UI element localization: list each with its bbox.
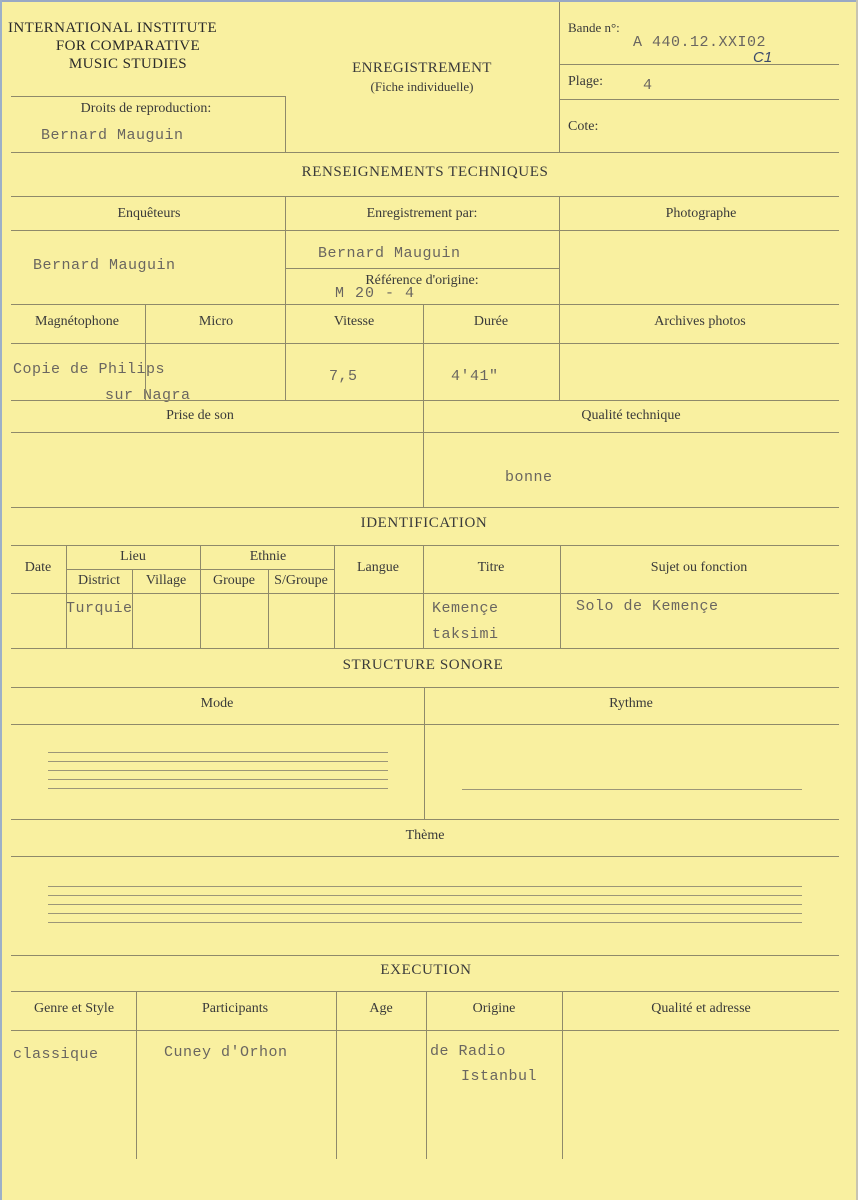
participants-label: Participants	[201, 1001, 269, 1016]
rythme-label: Rythme	[609, 696, 653, 711]
tech-line-3	[11, 304, 839, 305]
qualite-technique-label: Qualité technique	[581, 408, 681, 423]
bande-value: A 440.12.XXI02	[633, 34, 767, 51]
structure-line-bottom	[11, 955, 839, 956]
structure-line-2	[11, 724, 839, 725]
structure-col-divider	[424, 687, 425, 819]
mode-staff-line-1	[48, 752, 388, 753]
genre-style-value: classique	[13, 1046, 99, 1063]
reference-origine-value: M 20 - 4	[335, 285, 416, 302]
tech-section-title: RENSEIGNEMENTS TECHNIQUES	[301, 164, 549, 180]
magnetophone-value-line1: Copie de Philips	[13, 361, 166, 378]
header-line-bande	[559, 64, 839, 65]
tech-col-divider-vitesse	[285, 304, 286, 400]
plage-label: Plage:	[568, 74, 603, 89]
magnetophone-value-line2: sur Nagra	[105, 387, 191, 404]
vitesse-label: Vitesse	[333, 314, 375, 329]
lieu-label: Lieu	[120, 549, 146, 564]
header-line-plage	[559, 99, 839, 100]
ident-col-1	[66, 545, 67, 648]
identification-section-title: IDENTIFICATION	[360, 515, 488, 531]
archives-photos-label: Archives photos	[654, 314, 746, 329]
execution-col-2	[336, 991, 337, 1159]
institute-name-line1: INTERNATIONAL INSTITUTE	[8, 20, 218, 36]
cote-label: Cote:	[568, 119, 599, 134]
enqueteurs-label: Enquêteurs	[117, 206, 181, 221]
langue-label: Langue	[357, 560, 399, 575]
tech-line-5	[11, 400, 839, 401]
execution-col-1	[136, 991, 137, 1159]
theme-staff-line-5	[48, 922, 802, 923]
enregistrement-par-label: Enregistrement par:	[366, 206, 478, 221]
ident-col-7	[560, 545, 561, 648]
ident-line-top	[11, 545, 839, 546]
theme-label: Thème	[405, 828, 445, 843]
tech-line-top	[11, 196, 839, 197]
bande-label: Bande n°:	[568, 20, 620, 35]
village-label: Village	[145, 573, 187, 588]
reference-origine-label: Référence d'origine:	[365, 273, 479, 288]
titre-label: Titre	[477, 560, 505, 575]
titre-value-line1: Kemençe	[432, 600, 499, 617]
execution-section-title: EXECUTION	[380, 962, 472, 978]
ident-col-4	[268, 569, 269, 648]
mode-staff-line-5	[48, 788, 388, 789]
magnetophone-label: Magnétophone	[35, 314, 119, 329]
district-value: Turquie	[66, 600, 133, 617]
origine-value-line2: Istanbul	[461, 1068, 538, 1085]
prise-de-son-label: Prise de son	[166, 408, 234, 423]
mode-label: Mode	[200, 696, 234, 711]
execution-col-3	[426, 991, 427, 1159]
institute-name-line3: MUSIC STUDIES	[68, 56, 188, 72]
origine-value-line1: de Radio	[430, 1043, 507, 1060]
tech-line-ref	[285, 268, 559, 269]
tech-line-4	[11, 343, 839, 344]
header-divider-right	[559, 2, 560, 152]
ident-col-5	[334, 545, 335, 648]
qualite-technique-value: bonne	[505, 469, 553, 486]
duree-value: 4'41"	[451, 368, 499, 385]
sujet-fonction-label: Sujet ou fonction	[650, 560, 748, 575]
enqueteurs-value: Bernard Mauguin	[33, 257, 176, 274]
theme-staff-line-2	[48, 895, 802, 896]
page-top-edge	[0, 0, 858, 2]
ident-line-2	[11, 593, 839, 594]
mode-staff-line-2	[48, 761, 388, 762]
header-bottom-line	[11, 152, 839, 153]
participants-value: Cuney d'Orhon	[164, 1044, 288, 1061]
qualite-adresse-label: Qualité et adresse	[651, 1001, 751, 1016]
sous-groupe-label: S/Groupe	[274, 573, 328, 588]
structure-line-top	[11, 687, 839, 688]
tech-line-6	[11, 432, 839, 433]
groupe-label: Groupe	[213, 573, 255, 588]
institute-name-line2: FOR COMPARATIVE	[55, 38, 201, 54]
ethnie-label: Ethnie	[249, 549, 287, 564]
theme-staff-line-1	[48, 886, 802, 887]
origine-label: Origine	[472, 1001, 516, 1016]
photographe-label: Photographe	[665, 206, 737, 221]
tech-col-divider-2	[559, 196, 560, 400]
plage-value: 4	[643, 77, 653, 94]
genre-style-label: Genre et Style	[33, 1001, 115, 1016]
ident-col-6	[423, 545, 424, 648]
micro-label: Micro	[198, 314, 234, 329]
droits-label: Droits de reproduction:	[80, 101, 212, 116]
rythme-line	[462, 789, 802, 790]
theme-staff-line-3	[48, 904, 802, 905]
form-subtitle: (Fiche individuelle)	[370, 79, 474, 94]
structure-section-title: STRUCTURE SONORE	[342, 657, 504, 673]
execution-col-4	[562, 991, 563, 1159]
tech-col-divider-1	[285, 196, 286, 304]
droits-value: Bernard Mauguin	[41, 127, 184, 144]
structure-line-3	[11, 819, 839, 820]
theme-staff-line-4	[48, 913, 802, 914]
age-label: Age	[369, 1001, 393, 1016]
district-label: District	[78, 573, 120, 588]
date-label: Date	[24, 560, 52, 575]
ident-line-bottom	[11, 648, 839, 649]
form-title: ENREGISTREMENT	[352, 60, 492, 76]
vitesse-value: 7,5	[329, 368, 358, 385]
tech-line-2	[11, 230, 839, 231]
header-divider-droits	[285, 96, 286, 152]
page-left-edge	[0, 0, 2, 1200]
ident-col-3	[200, 545, 201, 648]
tech-line-bottom	[11, 507, 839, 508]
mode-staff-line-3	[48, 770, 388, 771]
enregistrement-par-value: Bernard Mauguin	[318, 245, 461, 262]
theme-line-top	[11, 856, 839, 857]
header-line-droits	[11, 96, 285, 97]
titre-value-line2: taksimi	[432, 626, 499, 643]
tech-col-divider-micro	[145, 304, 146, 400]
duree-label: Durée	[473, 314, 509, 329]
mode-staff-line-4	[48, 779, 388, 780]
tech-col-divider-duree	[423, 304, 424, 507]
bande-handwritten-annotation: C1	[753, 49, 773, 66]
sujet-fonction-value: Solo de Kemençe	[576, 598, 719, 615]
ident-col-2	[132, 569, 133, 648]
